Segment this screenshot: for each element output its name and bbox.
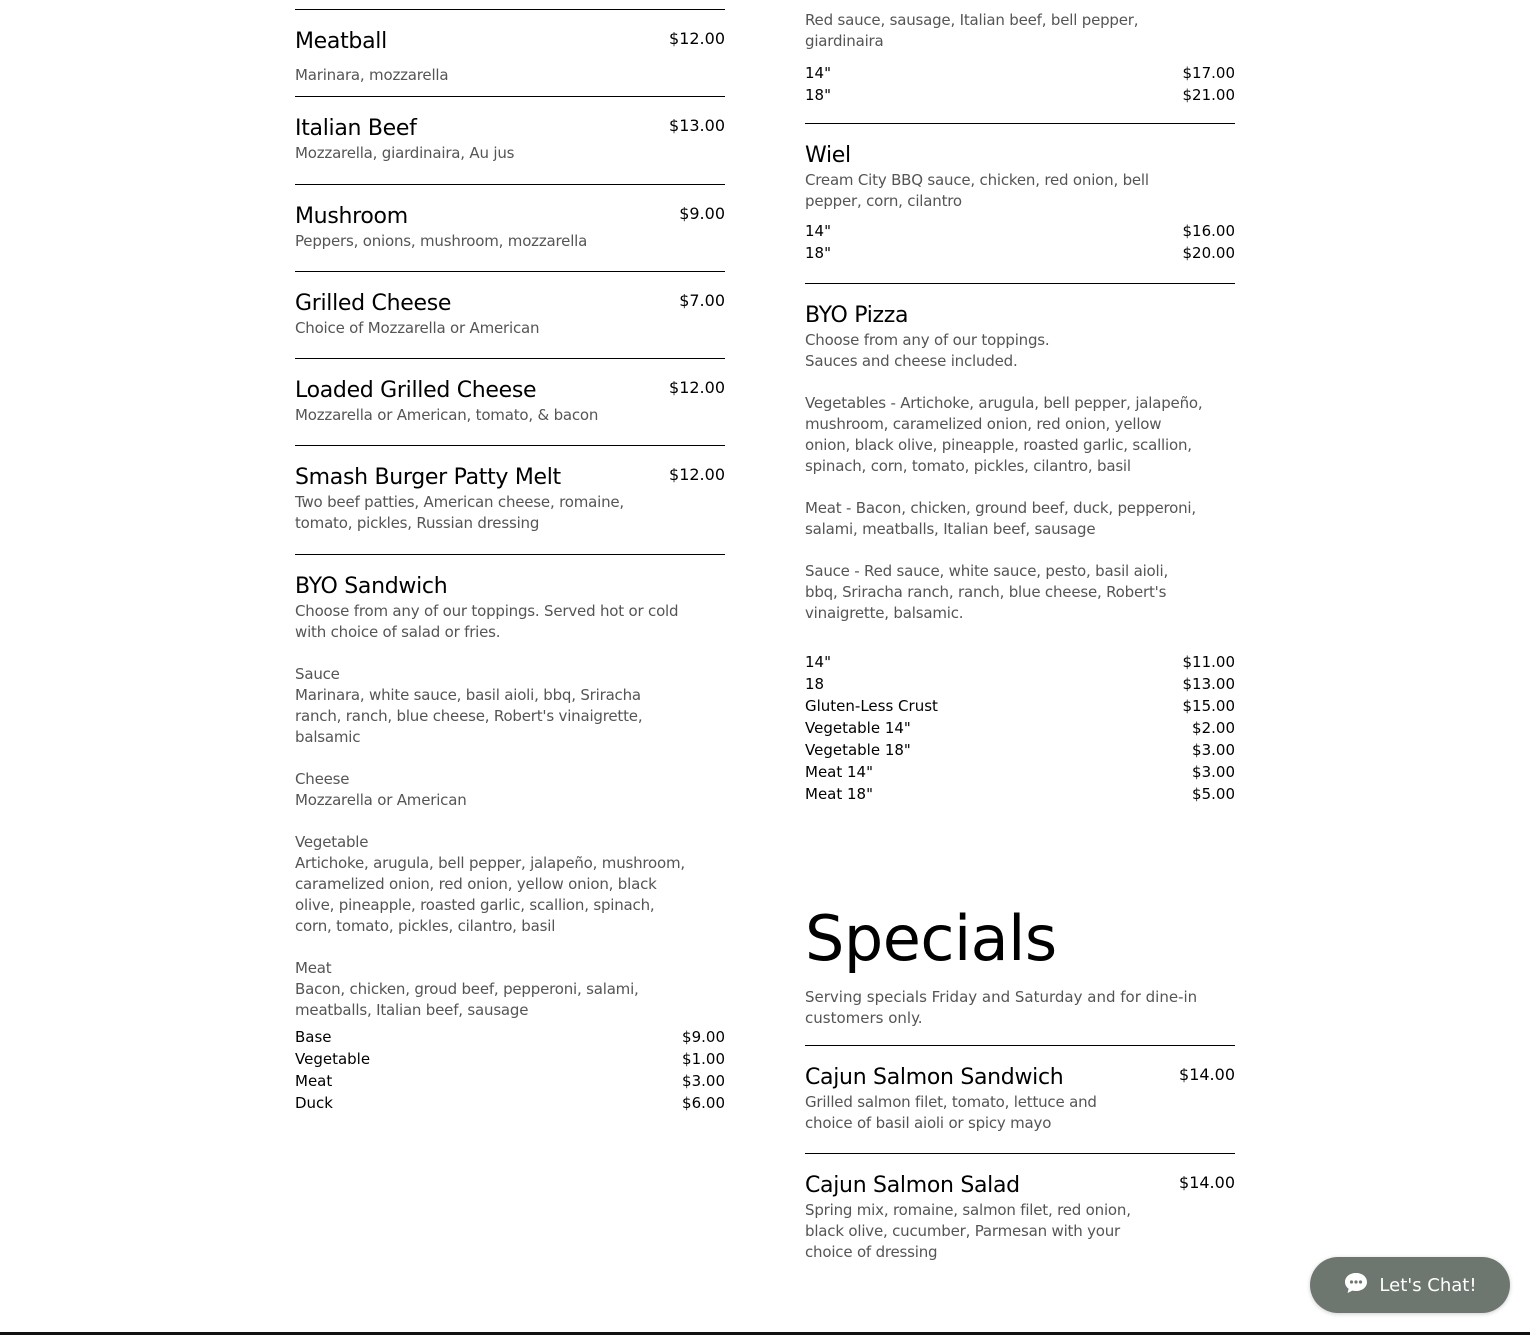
description-paragraph: [295, 832, 685, 937]
description-line: Sauce - Red sauce, white sauce, pesto, basil aioli,: [805, 562, 1169, 580]
option-price: $3.00: [682, 1072, 725, 1090]
description-line: with choice of salad or fries.: [295, 623, 501, 641]
item-divider: [295, 184, 725, 185]
item-description: [805, 1200, 1175, 1263]
item-divider: [295, 271, 725, 272]
item-name: Meatball: [295, 29, 387, 54]
description-line: Artichoke, arugula, bell pepper, jalapeño, mushroom,: [295, 854, 685, 872]
price-options: [805, 651, 1235, 805]
option-label: 14": [805, 653, 831, 671]
option-price: $3.00: [1192, 741, 1235, 759]
item-name: Grilled Cheese: [295, 291, 452, 316]
item-price: $9.00: [679, 204, 725, 223]
description-line: pepper, corn, cilantro: [805, 192, 962, 210]
option-label: Gluten-Less Crust: [805, 697, 938, 715]
description-line: Choice of Mozzarella or American: [295, 319, 540, 337]
price-options: [805, 220, 1235, 264]
item-price: $12.00: [669, 378, 725, 397]
item-divider: [295, 358, 725, 359]
item-divider: [805, 123, 1235, 124]
description-line: black olive, cucumber, Parmesan with your: [805, 1222, 1121, 1240]
item-name: Mushroom: [295, 204, 408, 229]
price-option: [295, 1026, 725, 1048]
price-option: [805, 739, 1235, 761]
item-price: $7.00: [679, 291, 725, 310]
price-option: [805, 717, 1235, 739]
option-label: 18: [805, 675, 825, 693]
price-option: [295, 1070, 725, 1092]
option-price: $20.00: [1182, 244, 1235, 262]
description-line: choice of dressing: [805, 1243, 938, 1261]
option-label: 14": [805, 222, 831, 240]
item-description: [295, 143, 665, 164]
description-line: Cream City BBQ sauce, chicken, red onion, bell: [805, 171, 1149, 189]
description-paragraph: [295, 601, 679, 643]
description-paragraph: [295, 664, 665, 748]
option-label: Meat 14": [805, 763, 873, 781]
item-name: Smash Burger Patty Melt: [295, 465, 561, 490]
item-price: $14.00: [1179, 1173, 1235, 1192]
description-paragraph: [295, 231, 665, 252]
description-line: Peppers, onions, mushroom, mozzarella: [295, 232, 588, 250]
item-divider: [295, 445, 725, 446]
price-option: [805, 84, 1235, 106]
description-line: tomato, pickles, Russian dressing: [295, 514, 540, 532]
description-paragraph: [295, 958, 665, 1021]
item-description: [805, 1092, 1175, 1134]
description-line: Choose from any of our toppings. Served hot or cold: [295, 602, 679, 620]
item-name: Cajun Salmon Sandwich: [805, 1065, 1064, 1090]
option-price: $13.00: [1182, 675, 1235, 693]
description-line: mushroom, caramelized onion, red onion, yellow: [805, 415, 1162, 433]
description-line: Sauce: [295, 665, 340, 683]
description-line: Mozzarella or American: [295, 791, 467, 809]
option-price: $21.00: [1182, 86, 1235, 104]
item-description: [295, 65, 665, 86]
option-price: $5.00: [1192, 785, 1235, 803]
item-description: [805, 170, 1175, 212]
price-option: [805, 220, 1235, 242]
item-price: $14.00: [1179, 1065, 1235, 1084]
description-line: Marinara, white sauce, basil aioli, bbq, Sriracha: [295, 686, 641, 704]
description-line: vinaigrette, balsamic.: [805, 604, 964, 622]
description-line: Sauces and cheese included.: [805, 352, 1018, 370]
description-line: choice of basil aioli or spicy mayo: [805, 1114, 1052, 1132]
option-label: Base: [295, 1028, 332, 1046]
option-price: $1.00: [682, 1050, 725, 1068]
description-paragraph: [805, 330, 1175, 372]
description-paragraph: [295, 405, 665, 426]
description-line: Spring mix, romaine, salmon filet, red onion,: [805, 1201, 1131, 1219]
description-line: Red sauce, sausage, Italian beef, bell pepper,: [805, 11, 1139, 29]
item-name: BYO Sandwich: [295, 574, 448, 599]
item-description: [805, 330, 1203, 624]
description-paragraph: [805, 1200, 1175, 1263]
price-option: [805, 673, 1235, 695]
item-divider: [295, 96, 725, 97]
item-price: $12.00: [669, 29, 725, 48]
chat-label: Let's Chat!: [1379, 1274, 1477, 1296]
description-paragraph: [805, 393, 1203, 477]
option-label: 18": [805, 86, 831, 104]
option-label: Vegetable 18": [805, 741, 911, 759]
price-option: [805, 695, 1235, 717]
description-line: Vegetables - Artichoke, arugula, bell pepper, jalapeño,: [805, 394, 1203, 412]
description-line: Mozzarella or American, tomato, & bacon: [295, 406, 599, 424]
description-line: Grilled salmon filet, tomato, lettuce and: [805, 1093, 1097, 1111]
description-line: meatballs, Italian beef, sausage: [295, 1001, 529, 1019]
description-paragraph: [805, 10, 1175, 52]
item-price: $12.00: [669, 465, 725, 484]
description-paragraph: [805, 1092, 1175, 1134]
price-option: [805, 651, 1235, 673]
description-paragraph: [805, 561, 1175, 624]
price-options: [805, 62, 1235, 106]
description-line: ranch, ranch, blue cheese, Robert's vinaigrette,: [295, 707, 643, 725]
specials-subtitle: Serving specials Friday and Saturday and for dine-in customers only.: [805, 988, 1198, 1027]
description-line: giardinaira: [805, 32, 884, 50]
item-description: [295, 405, 665, 426]
description-line: Marinara, mozzarella: [295, 66, 449, 84]
description-line: Choose from any of our toppings.: [805, 331, 1050, 349]
option-label: Vegetable: [295, 1050, 371, 1068]
description-paragraph: [295, 492, 665, 534]
price-option: [295, 1048, 725, 1070]
item-description: [295, 318, 665, 339]
description-paragraph: [805, 498, 1196, 540]
option-price: $17.00: [1182, 64, 1235, 82]
option-label: Meat 18": [805, 785, 873, 803]
item-name: Wiel: [805, 143, 851, 168]
description-line: Meat: [295, 959, 332, 977]
description-line: Bacon, chicken, groud beef, pepperoni, salami,: [295, 980, 639, 998]
item-divider: [805, 1045, 1235, 1046]
chat-bubble-icon: [1343, 1271, 1369, 1299]
price-option: [805, 783, 1235, 805]
item-divider: [805, 1153, 1235, 1154]
item-description: [295, 492, 665, 534]
option-price: $6.00: [682, 1094, 725, 1112]
description-line: Cheese: [295, 770, 350, 788]
description-line: corn, tomato, pickles, cilantro, basil: [295, 917, 556, 935]
price-option: [295, 1092, 725, 1114]
description-paragraph: [295, 318, 665, 339]
option-label: 18": [805, 244, 831, 262]
option-price: $3.00: [1192, 763, 1235, 781]
description-paragraph: [295, 769, 665, 811]
item-name: Italian Beef: [295, 116, 417, 141]
option-price: $11.00: [1182, 653, 1235, 671]
item-name: BYO Pizza: [805, 303, 909, 328]
description-line: caramelized onion, red onion, yellow onion, black: [295, 875, 657, 893]
item-divider: [295, 9, 725, 10]
item-divider: [295, 554, 725, 555]
item-name: Loaded Grilled Cheese: [295, 378, 537, 403]
specials-title: Specials: [805, 902, 1057, 975]
price-options: [295, 1026, 725, 1114]
option-price: $2.00: [1192, 719, 1235, 737]
price-option: [805, 761, 1235, 783]
item-description: [295, 231, 665, 252]
price-option: [805, 242, 1235, 264]
price-option: [805, 62, 1235, 84]
description-line: Vegetable: [295, 833, 369, 851]
description-line: Two beef patties, American cheese, romaine,: [295, 493, 624, 511]
option-label: Duck: [295, 1094, 333, 1112]
description-line: Mozzarella, giardinaira, Au jus: [295, 144, 515, 162]
option-price: $16.00: [1182, 222, 1235, 240]
description-line: bbq, Sriracha ranch, ranch, blue cheese, Robert's: [805, 583, 1167, 601]
option-price: $9.00: [682, 1028, 725, 1046]
item-name: Cajun Salmon Salad: [805, 1173, 1020, 1198]
description-line: salami, meatballs, Italian beef, sausage: [805, 520, 1096, 538]
description-paragraph: [295, 65, 665, 86]
description-line: Meat - Bacon, chicken, ground beef, duck, pepperoni,: [805, 499, 1196, 517]
item-description: [295, 601, 685, 1021]
option-label: Meat: [295, 1072, 333, 1090]
item-price: $13.00: [669, 116, 725, 135]
option-label: 14": [805, 64, 831, 82]
item-divider: [805, 283, 1235, 284]
item-description: [805, 10, 1175, 52]
description-line: onion, black olive, pineapple, roasted garlic, scallion,: [805, 436, 1192, 454]
description-paragraph: [295, 143, 665, 164]
description-paragraph: [805, 170, 1175, 212]
option-price: $15.00: [1182, 697, 1235, 715]
description-line: spinach, corn, tomato, pickles, cilantro, basil: [805, 457, 1131, 475]
option-label: Vegetable 14": [805, 719, 911, 737]
chat-button[interactable]: [1310, 1257, 1510, 1313]
description-line: balsamic: [295, 728, 361, 746]
description-line: olive, pineapple, roasted garlic, scallion, spinach,: [295, 896, 655, 914]
